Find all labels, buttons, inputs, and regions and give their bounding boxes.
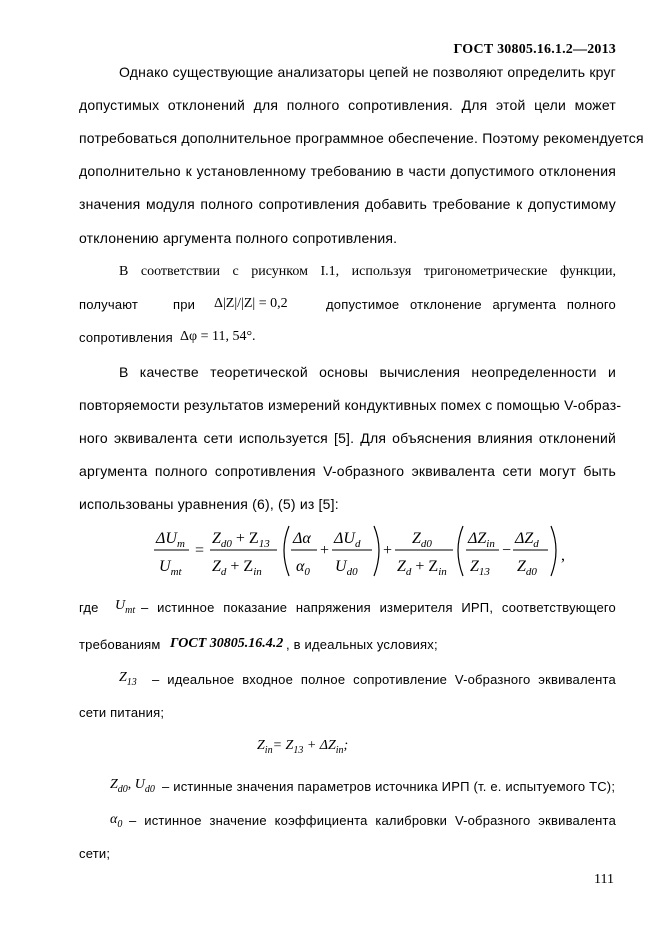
where-umt-definition: – истинное показание напряжения измерителя ИРП, соответствующего [141,600,616,615]
paragraph1-line5: значения модуля полного сопротивления добавить требование к допустимому [79,196,616,212]
where-symbol-umt: $U_{mt}$ [115,598,136,616]
paragraph2-word-pri: при [173,297,196,312]
document-header: ГОСТ 30805.16.1.2—2013 [453,42,616,57]
paragraph2-angle-value: Δφ = 11, 54°. [180,329,256,344]
where-word: где [79,600,99,615]
formula-t1-den: $Z_d + Z_{in}$ [212,558,262,578]
formula-ud-num: $\Delta U_d$ [334,530,361,550]
formula-equals: = [195,542,205,559]
formula-zd-den: $Z_{d0}$ [517,558,537,578]
page-number: 111 [594,872,614,887]
zin-equation: $Z_{in}= Z_{13} + \Delta Z_{in}$; [257,738,349,756]
where-trebovaniyam: требованиям [79,637,161,652]
paragraph2-word-poluchayut: получают [79,297,139,312]
formula-ud-den: $U_{d0}$ [335,558,358,578]
z13-symbol: $Z_{13}$ [119,670,137,688]
where-ideal-conditions: , в идеальных условиях; [286,637,438,652]
paragraph3-line2: повторяемости результатов измерений кондуктивных помех с помощью V-образ- [79,397,622,413]
formula-minus: − [502,542,512,559]
paragraph1-line3: потребоваться дополнительное программное обеспечение. Поэтому рекомендуется [79,130,644,146]
paragraph1-line6: отклонению аргумента полного сопротивления. [79,230,398,246]
alpha0-symbol: $\alpha_0$ [110,812,123,830]
paragraph1-line4: дополнительно к установленному требованию в части допустимого отклонения [79,163,616,179]
formula-lhs-num: $\Delta U_m$ [156,530,185,550]
paragraph3-line5: использованы уравнения (6), (5) из [5]: [79,496,339,512]
alpha0-definition-cont: сети; [79,846,111,861]
formula-zin-den: $Z_{13}$ [470,558,490,578]
paragraph2-word-soprotivleniya: сопротивления [79,330,173,345]
paragraph1-line2: допустимых отклонений для полного сопротивления. Для этой цели может [79,97,616,113]
paragraph2-line1: В соответствии с рисунком I.1, используя тригонометрические функции, [119,264,616,279]
paragraph1-line1: Однако существующие анализаторы цепей не позволяют определить круг [119,64,616,80]
formula-zin-num: $\Delta Z_{in}$ [468,530,495,550]
formula-alpha-num: Δα [293,530,311,547]
formula-plus-2: + [383,542,393,559]
where-gost-reference: ГОСТ 30805.16.4.2 [170,636,284,651]
paragraph3-line3: ного эквивалента сети используется [5]. Для объяснения влияния отклонений [79,430,616,446]
alpha0-definition: – истинное значение коэффициента калибровки V-образного эквивалента [129,813,616,828]
formula-paren-left-1 [284,526,289,576]
paragraph3-line4: аргумента полного сопротивления V-образного эквивалента сети могут быть [79,463,616,479]
formula-paren-left-2 [458,526,463,576]
formula-comma: , [561,547,565,564]
zd0-ud0-symbols: $Z_{d0}$, $U_{d0}$ [110,777,155,795]
z13-definition-cont: сети питания; [79,705,165,720]
paragraph2-tail: допустимое отклонение аргумента полного [326,297,616,312]
formula-t2-num: $Z_{d0}$ [412,530,432,550]
formula-paren-right-1 [374,526,379,576]
z13-definition: – идеальное входное полное сопротивление V-образного эквивалента [152,672,616,687]
formula-lhs-den: $U_{mt}$ [159,558,182,578]
formula-paren-right-2 [551,526,556,576]
formula-alpha-den: $\alpha_0$ [296,558,310,578]
paragraph2-ratio: Δ|Z|/|Z| = 0,2 [214,296,288,311]
formula-plus-1: + [320,542,330,559]
formula-t1-num: $Z_{d0} + Z_{13}$ [212,530,270,550]
zd0-ud0-definition: – истинные значения параметров источника ИРП (т. е. испытуемого ТС); [162,779,616,794]
paragraph3-line1: В качестве теоретической основы вычисления неопределенности и [119,364,616,380]
formula-zd-num: $\Delta Z_d$ [515,530,539,550]
formula-t2-den: $Z_d + Z_{in}$ [397,558,447,578]
formula [151,520,571,580]
